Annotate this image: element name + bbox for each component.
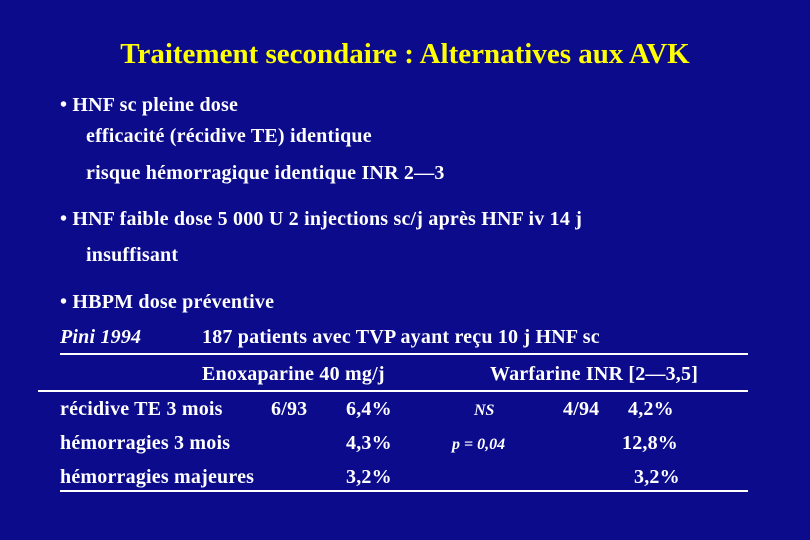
row-b-count: 4/94	[563, 398, 600, 420]
bullet-hnf-low-dose: • HNF faible dose 5 000 U 2 injections sc/j après HNF iv 14 j	[60, 208, 583, 230]
row-a-pct: 6,4%	[346, 398, 392, 420]
slide-title: Traitement secondaire : Alternatives aux AVK	[120, 38, 690, 70]
bullet-hnf-full-dose: • HNF sc pleine dose	[60, 94, 239, 116]
table-top-rule	[60, 353, 748, 355]
row-significance: p = 0,04	[452, 436, 506, 453]
row-label: hémorragies 3 mois	[60, 432, 231, 454]
row-a-pct: 3,2%	[346, 466, 392, 488]
row-b-pct: 12,8%	[622, 432, 678, 454]
table-bottom-rule	[60, 490, 748, 492]
study-reference: Pini 1994	[60, 326, 142, 348]
row-significance: NS	[474, 402, 495, 419]
bullet-hbpm: • HBPM dose préventive	[60, 291, 275, 313]
table-header-rule	[38, 390, 748, 392]
row-b-pct: 3,2%	[634, 466, 680, 488]
bullet-hnf-full-dose-risk: risque hémorragique identique INR 2—3	[86, 162, 445, 184]
table-header-enoxaparine: Enoxaparine 40 mg/j	[202, 363, 385, 385]
row-label: hémorragies majeures	[60, 466, 255, 488]
row-a-pct: 4,3%	[346, 432, 392, 454]
table-header-warfarine: Warfarine INR [2—3,5]	[490, 363, 699, 385]
bullet-hnf-low-dose-result: insuffisant	[86, 244, 179, 266]
bullet-hnf-full-dose-efficacy: efficacité (récidive TE) identique	[86, 125, 372, 147]
study-description: 187 patients avec TVP ayant reçu 10 j HNF sc	[202, 326, 600, 348]
row-b-pct: 4,2%	[628, 398, 674, 420]
row-label: récidive TE 3 mois	[60, 398, 223, 420]
row-a-count: 6/93	[271, 398, 308, 420]
